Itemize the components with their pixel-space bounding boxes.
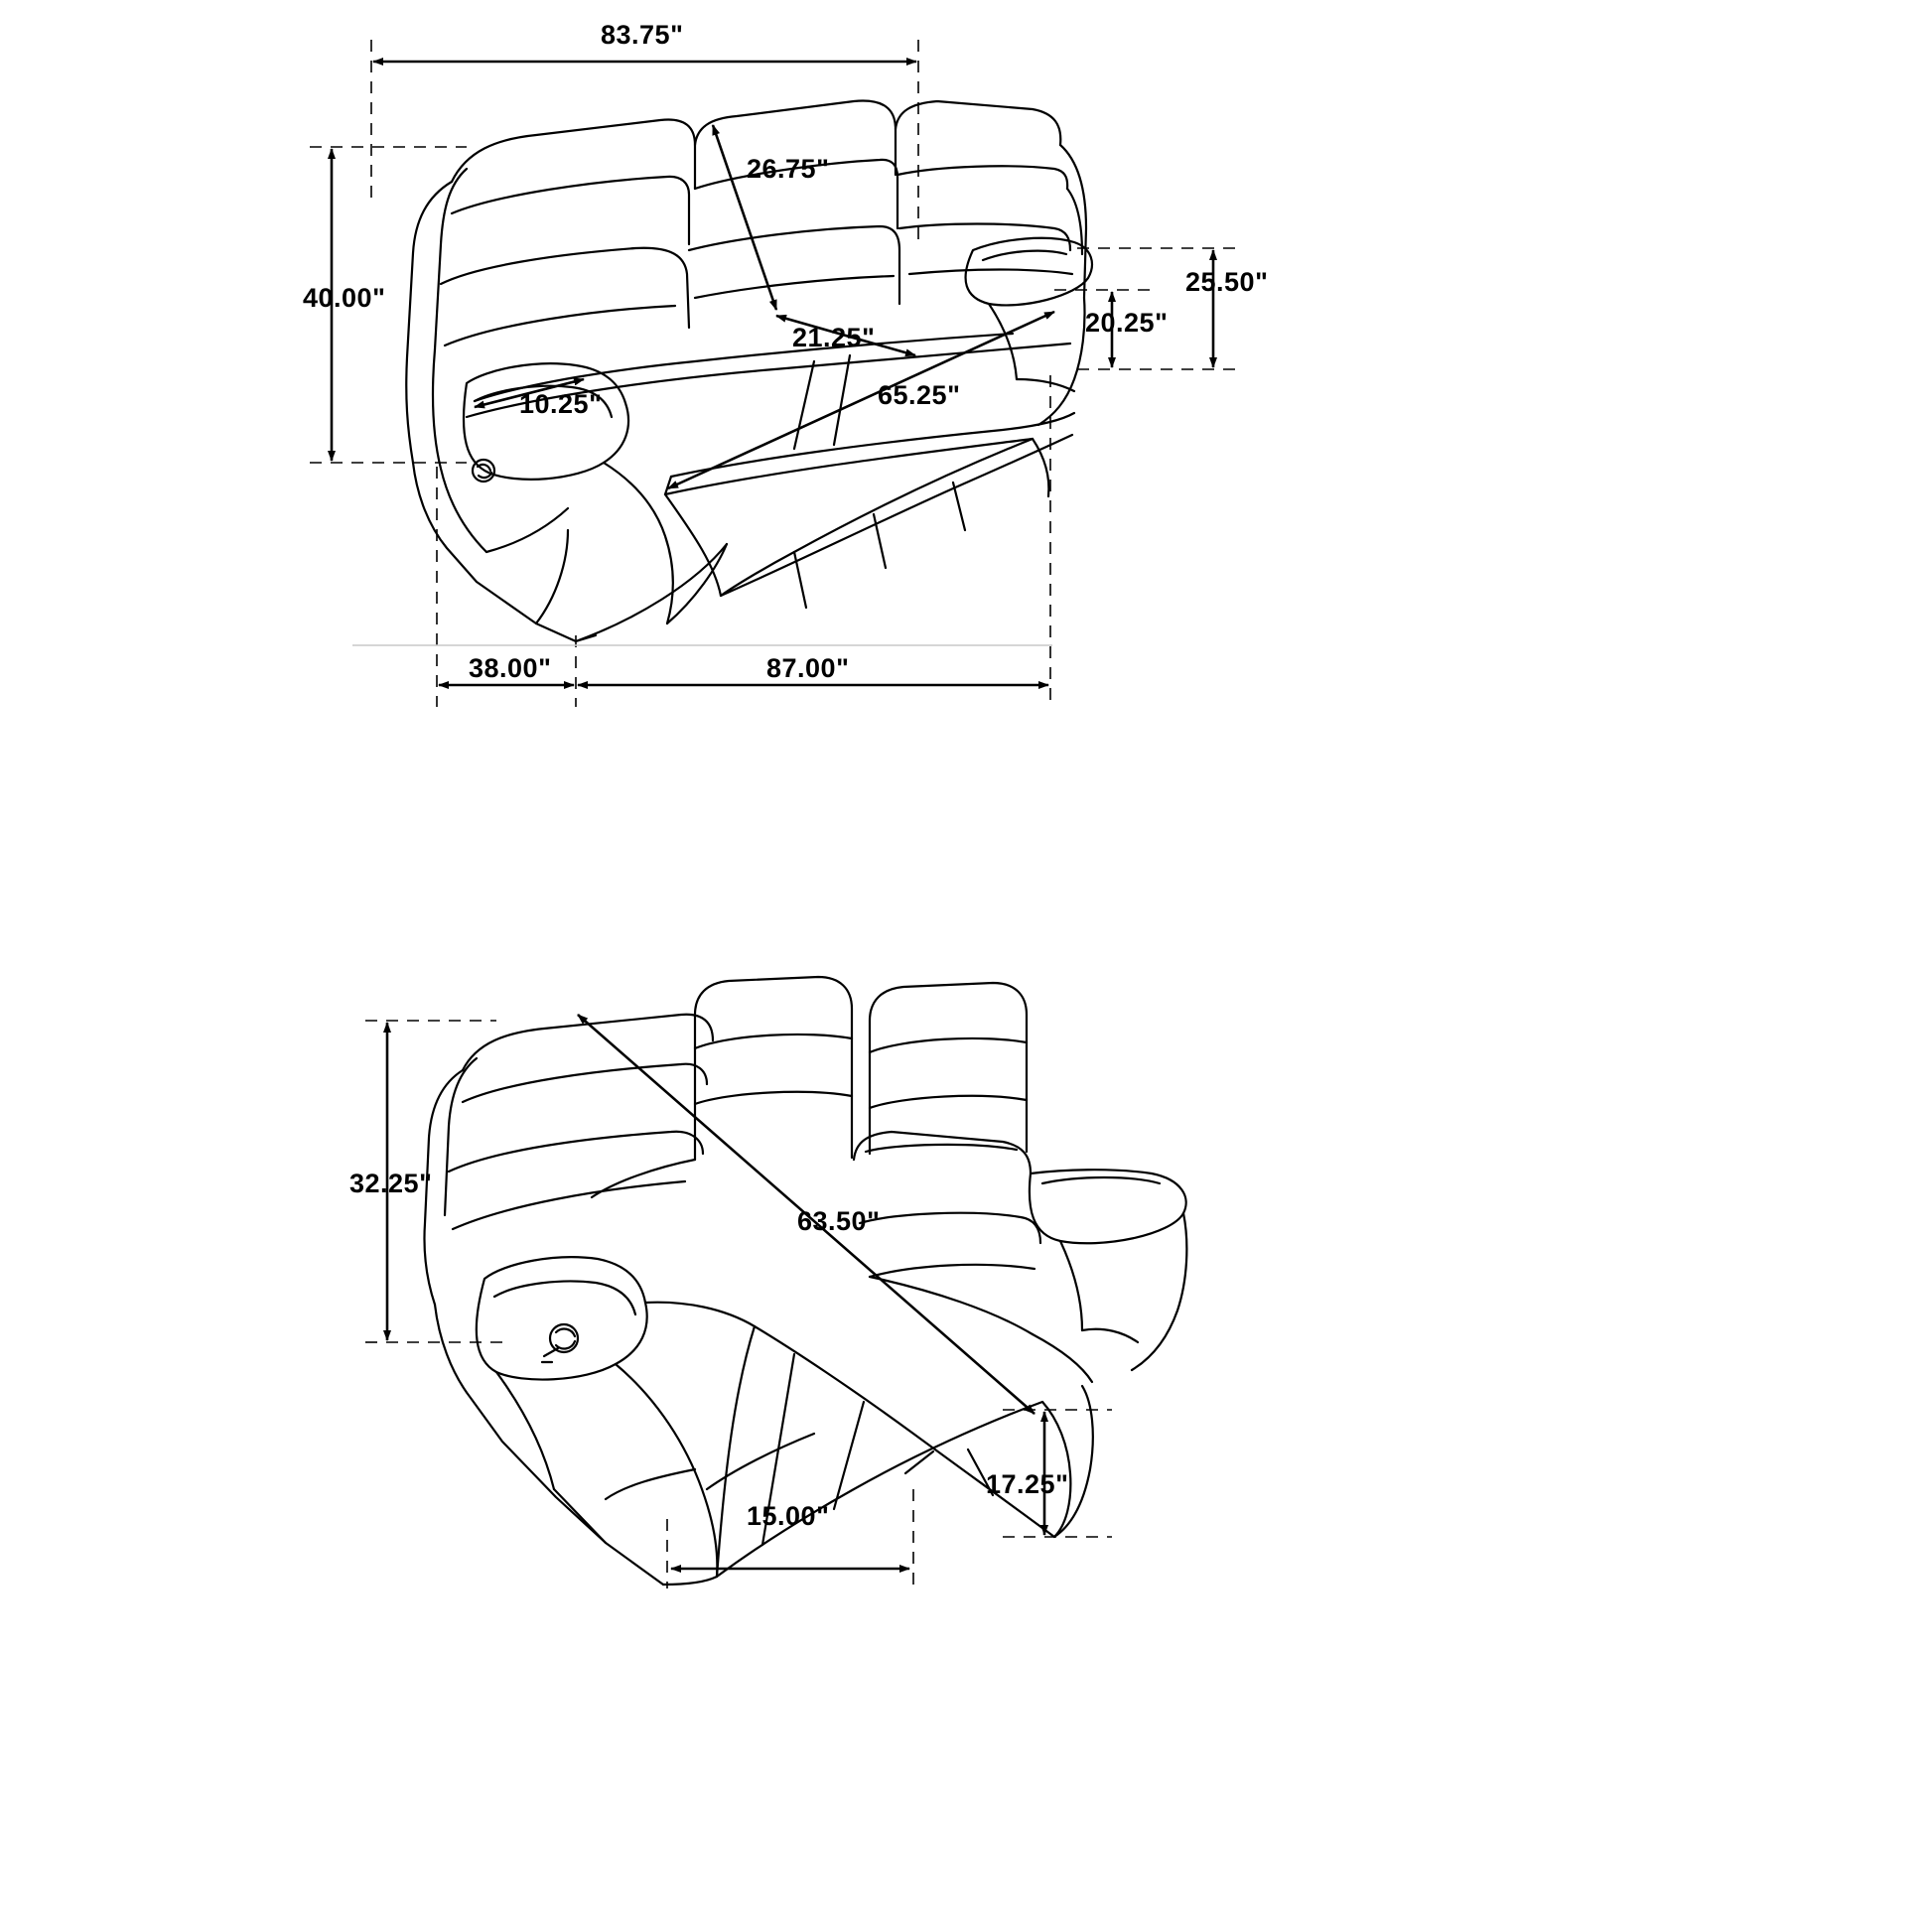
dim-seat-depth: 21.25" — [792, 323, 876, 352]
dim-overall-width: 83.75" — [601, 20, 684, 50]
reclined-extension-lines — [365, 1021, 1112, 1588]
dim-side-depth: 38.00" — [469, 653, 552, 683]
dim-seat-back-height: 26.75" — [747, 154, 830, 184]
dim-seat-width: 65.25" — [878, 380, 961, 410]
dim-overall-height: 40.00" — [303, 283, 386, 313]
dim-footrest-depth: 15.00" — [747, 1501, 830, 1531]
dim-reclined-height: 32.25" — [349, 1169, 433, 1198]
dim-overall-depth: 87.00" — [766, 653, 850, 683]
sofa-reclined-outline — [424, 977, 1186, 1585]
dim-arm-width: 10.25" — [519, 389, 603, 419]
dim-footrest-height: 17.25" — [986, 1469, 1069, 1499]
dim-arm-height: 25.50" — [1185, 267, 1269, 297]
dim-reclined-extension: 63.50" — [797, 1206, 881, 1236]
dim-seat-height: 20.25" — [1085, 308, 1169, 338]
upright-extension-lines — [310, 40, 1236, 707]
